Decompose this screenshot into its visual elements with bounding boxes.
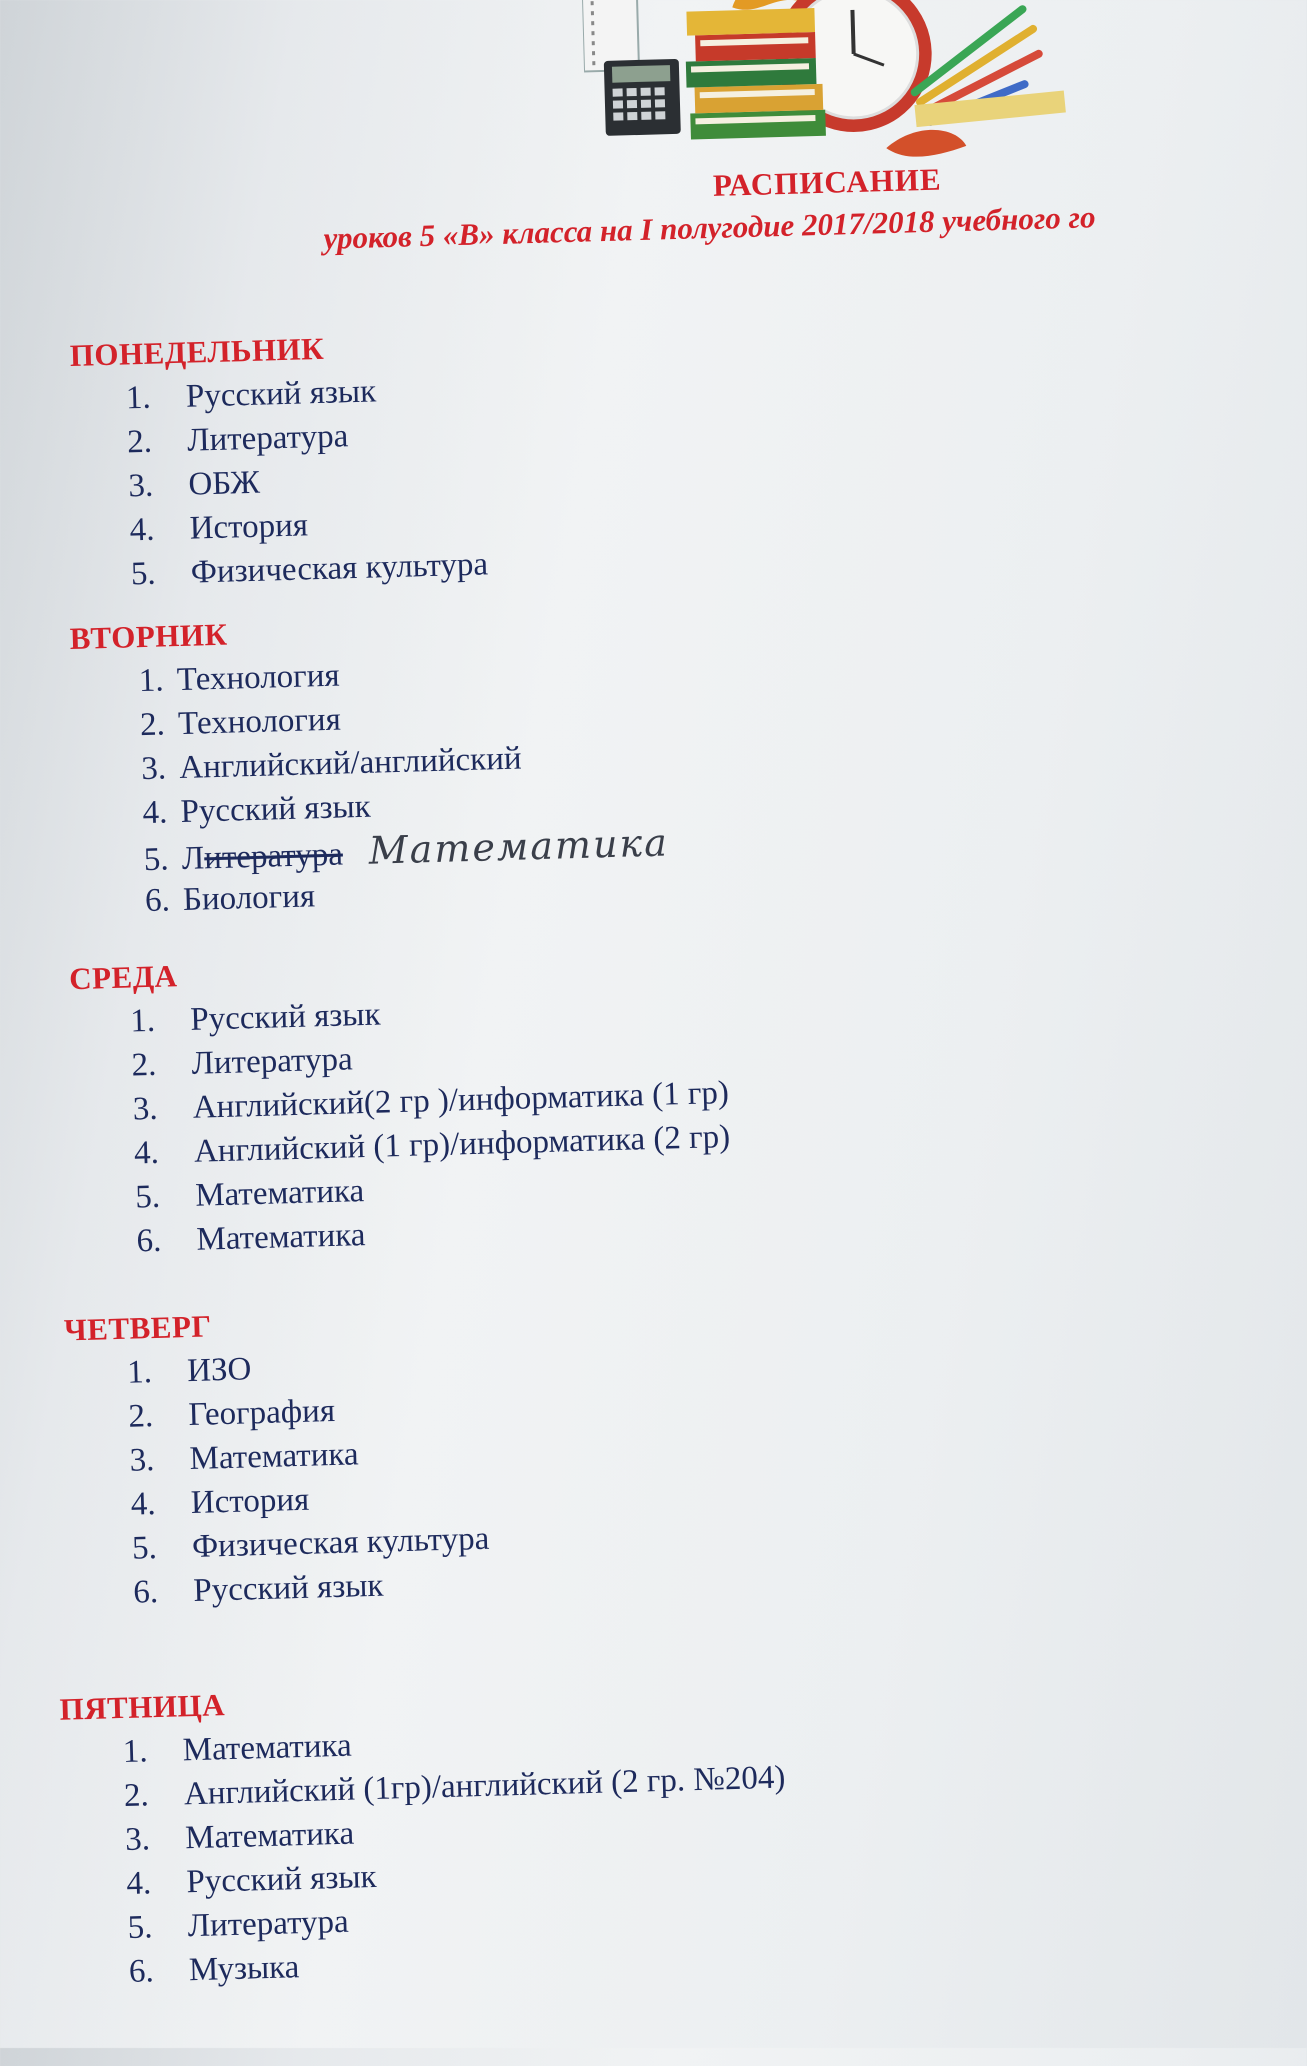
lesson-subject: Английский/английский [178, 740, 522, 787]
lesson-number: 1. [125, 379, 152, 417]
lesson-number: 1. [126, 1354, 153, 1391]
subject-prefix: Л [181, 840, 205, 878]
lesson-number: 4. [133, 1134, 160, 1172]
day-monday [69, 326, 488, 597]
lesson-number: 6. [128, 1953, 155, 1990]
day-heading: ВТОРНИК [69, 616, 228, 657]
lesson-item [130, 542, 488, 596]
school-supplies-illustration [582, 0, 1087, 171]
lesson-number: 3. [140, 750, 167, 788]
lesson-number: 2. [131, 1046, 157, 1084]
lesson-subject: Математика [184, 1815, 355, 1857]
lesson-number: 2. [139, 706, 166, 744]
lesson-subject: Русский язык [185, 373, 377, 415]
lesson-subject: Английский (1гр)/английский (2 гр. №204) [183, 1759, 786, 1813]
lesson-number: 5. [130, 555, 157, 593]
day-heading: ЧЕТВЕРГ [63, 1308, 213, 1348]
lesson-number: 4. [142, 794, 168, 832]
lesson-subject: Математика [182, 1727, 353, 1769]
day-tuesday [69, 605, 670, 925]
lesson-subject: Физическая культура [191, 1520, 490, 1565]
lesson-subject-original [181, 833, 343, 881]
lesson-number: 5. [134, 1178, 161, 1216]
lesson-item [133, 1561, 491, 1615]
lesson-number: 3. [127, 467, 154, 505]
day-thursday [63, 1301, 491, 1617]
lesson-subject: Литература [186, 418, 349, 459]
document-title: РАСПИСАНИЕ [712, 161, 942, 203]
lesson-subject: Английский(2 гр )/информатика (1 гр) [192, 1074, 730, 1126]
lesson-number: 2. [123, 1777, 150, 1814]
lesson-number: 6. [132, 1573, 159, 1611]
lesson-subject: География [187, 1392, 336, 1434]
lesson-number: 4. [129, 511, 155, 549]
lesson-subject: Русский язык [185, 1858, 378, 1901]
document-subtitle: уроков 5 «В» класса на I полугодие 2017/2018 учебного го [323, 199, 1096, 256]
lesson-number: 4. [130, 1486, 157, 1523]
day-heading: ПОНЕДЕЛЬНИК [69, 330, 325, 373]
lesson-number: 3. [129, 1442, 155, 1479]
handwritten-correction: Математика [368, 820, 670, 873]
lesson-number: 5. [127, 1909, 153, 1946]
lesson-number: 5. [131, 1529, 158, 1567]
lesson-subject: Русский язык [180, 788, 372, 831]
struck-through-text: итература [203, 836, 344, 877]
lesson-subject: Технология [176, 657, 341, 699]
lesson-subject: Литература [191, 1041, 354, 1082]
day-wednesday [69, 943, 733, 1265]
lesson-subject: Математика [194, 1173, 365, 1214]
day-heading: ПЯТНИЦА [59, 1687, 226, 1727]
lesson-subject: Технология [177, 701, 342, 743]
lesson-subject: История [190, 1481, 310, 1522]
lesson-subject: Биология [182, 878, 316, 918]
lesson-number: 1. [122, 1733, 149, 1771]
lesson-number: 6. [144, 882, 171, 920]
lesson-number: 3. [132, 1090, 159, 1128]
lesson-subject: ИЗО [186, 1351, 252, 1390]
lesson-number: 1. [129, 1002, 156, 1040]
lesson-subject: Английский (1 гр)/информатика (2 гр) [193, 1118, 731, 1170]
lesson-subject: Математика [189, 1436, 359, 1478]
lesson-number: 2. [127, 1398, 154, 1435]
lesson-number: 4. [125, 1865, 152, 1902]
lesson-number: 1. [138, 662, 165, 700]
day-heading: СРЕДА [68, 958, 178, 997]
lesson-number: 3. [124, 1821, 151, 1858]
lesson-subject: Русский язык [192, 1567, 384, 1609]
lesson-subject: Физическая культура [190, 546, 489, 591]
lesson-subject: Литература [187, 1903, 350, 1945]
lesson-number: 5. [143, 841, 170, 879]
day-friday [59, 1672, 791, 1996]
lesson-number: 2. [126, 423, 153, 461]
lesson-subject: Музыка [188, 1949, 300, 1989]
lesson-subject: История [189, 507, 309, 547]
lesson-subject: Русский язык [189, 996, 381, 1038]
lesson-number: 6. [136, 1222, 162, 1260]
lesson-subject: ОБЖ [187, 464, 261, 503]
lesson-subject: Математика [196, 1217, 366, 1258]
